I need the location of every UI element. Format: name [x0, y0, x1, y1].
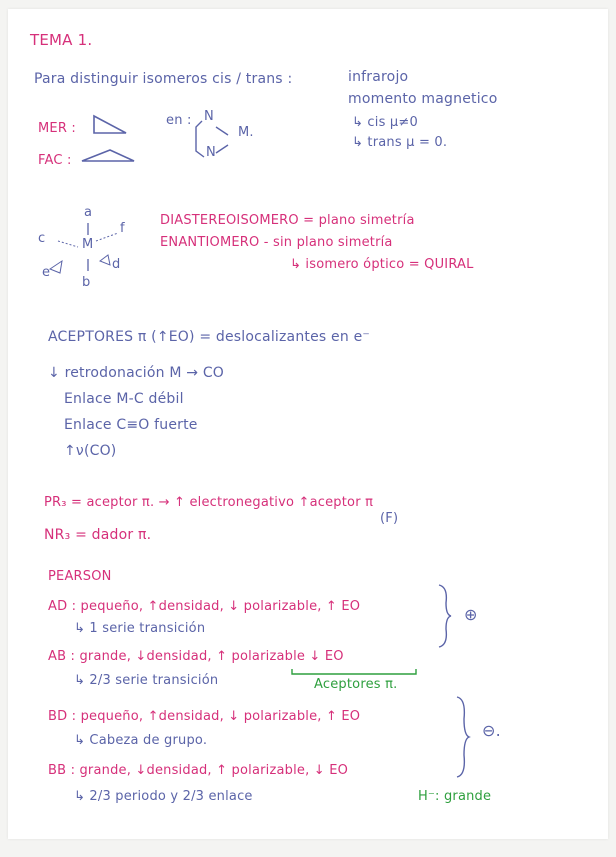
en-nitrogen-top: N [204, 109, 214, 124]
octahedral-complex-sketch-icon [38, 199, 138, 289]
cis-trans-intro: Para distinguir isomeros cis / trans : [34, 71, 293, 87]
ligand-c: c [38, 231, 46, 246]
enantiomer-note: ENANTIOMERO - sin plano simetría [160, 235, 393, 250]
metal-center: M [82, 237, 94, 252]
soft-acid-line: AB : grande, ↓densidad, ↑ polarizable ↓ EO [48, 649, 344, 664]
ligand-a: a [84, 205, 93, 220]
hard-base-sub: ↳ Cabeza de grupo. [74, 733, 208, 748]
backbonding-line: ↓ retrodonación M → CO [48, 365, 225, 381]
ligand-b: b [82, 275, 91, 290]
soft-base-sub: ↳ 2/3 periodo y 2/3 enlace [74, 789, 253, 804]
hard-base-line: BD : pequeño, ↑densidad, ↓ polarizable, ↑ EO [48, 709, 361, 724]
optical-isomer-note: ↳ isomero óptico = QUIRAL [290, 257, 474, 272]
en-nitrogen-bottom: N [206, 145, 216, 160]
method-magnetic-moment: momento magnetico [348, 91, 498, 107]
fac-label: FAC : [38, 153, 72, 168]
en-label: en : [166, 113, 192, 128]
ligand-f: f [120, 221, 125, 236]
nr3-line: NR₃ = dador π. [44, 527, 152, 543]
bases-brace-icon [454, 695, 472, 779]
mer-triangle-icon [92, 113, 130, 135]
polarizable-underline [290, 667, 420, 677]
nu-co-line: ↑ν(CO) [64, 443, 117, 459]
diastereoisomer-note: DIASTEREOISOMERO = plano simetría [160, 213, 415, 228]
ligand-e: e [42, 265, 51, 280]
soft-base-line: BB : grande, ↓densidad, ↑ polarizable, ↓ EO [48, 763, 349, 778]
trans-dipole-note: ↳ trans μ = 0. [352, 135, 448, 150]
pi-acceptors-line: ACEPTORES π (↑EO) = deslocalizantes en e⁻ [48, 329, 370, 345]
cis-dipole-note: ↳ cis μ≠0 [352, 115, 418, 130]
hard-acid-sub: ↳ 1 serie transición [74, 621, 206, 636]
fluorine-note: (F) [380, 511, 399, 526]
hydride-note: H⁻: grande [418, 789, 492, 804]
mc-bond-line: Enlace M-C débil [64, 391, 184, 407]
method-infrared: infrarojo [348, 69, 409, 85]
pi-acceptors-note: Aceptores π. [314, 677, 398, 692]
ethylenediamine-ring-icon [194, 115, 242, 163]
en-metal: M. [238, 125, 254, 140]
mer-label: MER : [38, 121, 76, 136]
pearson-heading: PEARSON [48, 569, 112, 584]
acids-brace-icon [436, 583, 454, 649]
hard-acid-line: AD : pequeño, ↑densidad, ↓ polarizable, ↑ EO [48, 599, 361, 614]
pr3-line: PR₃ = aceptor π. → ↑ electronegativo ↑aceptor π [44, 495, 374, 510]
acids-plus-sign: ⊕ [464, 605, 478, 624]
bases-minus-sign: ⊖. [482, 721, 501, 740]
ligand-d: d [112, 257, 121, 272]
notebook-page [8, 9, 608, 839]
page-title: TEMA 1. [30, 31, 93, 49]
soft-acid-sub: ↳ 2/3 serie transición [74, 673, 219, 688]
co-bond-line: Enlace C≡O fuerte [64, 417, 198, 433]
fac-triangle-icon [80, 147, 138, 163]
